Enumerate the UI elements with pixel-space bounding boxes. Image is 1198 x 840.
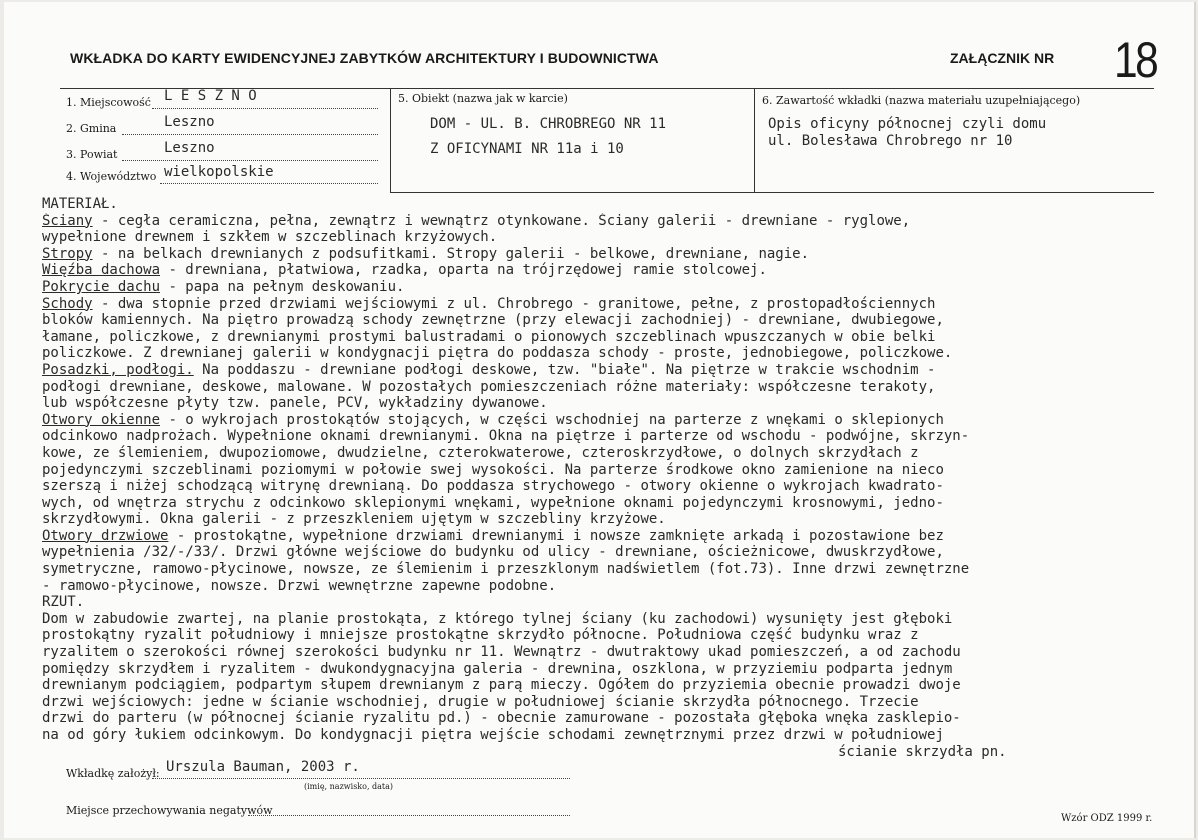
text-line: skrzydłowymi. Okna galerii - z przeszkleniem ujętym w szczebliny krzyżowe. [42, 511, 666, 528]
description-body [42, 196, 1168, 760]
box-divider-2 [754, 88, 755, 192]
text-line: prostokątny ryzalit południowy i mniejsze prostokątne skrzydło północne. Południowa część budynku wraz z [42, 627, 919, 644]
text-line: RZUT. [42, 594, 85, 611]
text-line [42, 528, 1168, 545]
field-powiat-label: 3. Powiat [66, 148, 118, 161]
section-label-wiezba: Więźba dachowa [42, 262, 161, 279]
field-zawartosc-label: 6. Zawartość wkładki (nazwa materiału uzupełniającego) [762, 94, 1081, 107]
text-line: wych, od wnętrza strychu z odcinkowo sklepionymi wnękami, wypełnione oknami pojedynczymi krosnowymi, jedno- [42, 494, 944, 511]
field-miejscowosc-dots [152, 108, 378, 109]
text-line [42, 296, 1168, 313]
box-bottom-rule [390, 192, 1154, 193]
section-label-okienne: Otwory okienne [42, 411, 161, 428]
field-gmina-dots [122, 134, 378, 135]
field-powiat-value: Leszno [164, 140, 215, 156]
text-line [42, 246, 1168, 263]
field-zawartosc-line2: ul. Bolesława Chrobrego nr 10 [768, 133, 1013, 149]
prepared-by-dots [152, 778, 570, 779]
text-line: drewnianym podciągiem, podpartym słupem drewnianym z parą mieczy. Ogółem do przyziemia obecnie prowadzi dwoje [42, 677, 961, 694]
text-line [42, 412, 1168, 429]
text-line: pojedynczymi szczeblinami poziomymi w połowie swej wysokości. Na parterze środkowe okno zamienione na nieco [42, 461, 944, 478]
field-wojewodztwo-dots [160, 183, 378, 184]
text-line [42, 196, 1168, 213]
prepared-by-label: Wkładkę założył: [66, 767, 160, 780]
text-line: - ramowo-płycinowe, nowsze. Drzwi wewnętrzne zapewne podobne. [42, 577, 557, 594]
text-line: pomiędzy skrzydłem i ryzalitem - dwukondygnacyjna galeria - drewnina, oszklona, w przyziemiu podparta jednym [42, 660, 953, 677]
text-line: wypełnione drewnem i szkłem w szczeblinach krzyżowych. [42, 229, 498, 246]
text-segment: - prostokątne, wypełnione drzwiami drewnianymi i nowsze zamknięte arkadą i pozostawione bez [168, 527, 944, 544]
text-segment: - dwa stopnie przed drzwiami wejściowymi z ul. Chrobrego - granitowe, pełne, z prostopadłościennych [92, 295, 936, 312]
document-title: WKŁADKA DO KARTY EWIDENCYJNEJ ZABYTKÓW ARCHITEKTURY I BUDOWNICTWA [70, 50, 659, 66]
text-line: policzkowe. Z drewnianej galerii w kondygnacji piętra do poddasza schody - proste, jednobiegowe, policzkowe. [42, 345, 953, 362]
text-line: szerszą i niżej schodzącą witrynę drewnianą. Do poddasza strychowego - otwory okienne o wykrojach kwadrato- [42, 478, 944, 495]
attachment-number: 18 [1114, 32, 1157, 88]
section-label-stropy: Stropy [42, 245, 93, 262]
box-divider-1 [390, 88, 391, 192]
form-version: Wzór ODZ 1999 r. [1061, 813, 1153, 824]
text-line: symetryczne, ramowo-płycinowe, nowsze, ze ślemienim i przeszklonym nadświetlem (fot.73). Inne drzwi zewnętrzne [42, 561, 970, 578]
field-gmina-label: 2. Gmina [66, 122, 117, 135]
text-line: odcinkowo nadprożach. Wypełnione oknami drewnianymi. Okna na piętrze i parterze od wschodu - podwójne, skrzyn- [42, 428, 970, 445]
field-wojewodztwo-label: 4. Województwo [66, 170, 157, 183]
negatives-location-label: Miejsce przechowywania negatywów [66, 804, 273, 817]
prepared-by-caption: (imię, nazwisko, data) [304, 782, 394, 791]
field-obiekt-label: 5. Obiekt (nazwa jak w karcie) [398, 92, 568, 105]
negatives-location-dots [248, 815, 570, 816]
text-line [42, 262, 1168, 279]
text-line [42, 279, 1168, 296]
text-line: wypełnienia /32/-/33/. Drzwi główne wejściowe do budynku od ulicy - drewniane, ościeżnicowe, dwuskrzydłowe, [42, 544, 944, 561]
text-segment: - na belkach drewnianych z podsufitkami. Stropy galerii - belkowe, drewniane, nagie. [92, 245, 810, 262]
text-line: podłogi drewniane, deskowe, malowane. W pozostałych pomieszczeniach różne materiały: współczesne terakoty, [42, 378, 936, 395]
text-line: na od góry łukiem odcinkowym. Do kondygnacji piętra wejście schodami zewnętrznymi przez drzwi w południowej [42, 727, 944, 743]
text-segment: - o wykrojach prostokątów stojących, w części wschodniej na parterze z wnękami o sklepionych [160, 411, 944, 428]
text-segment: ścianie skrzydła pn. [838, 743, 1007, 760]
text-line: drzwi wejściowych: jedne w ścianie wschodniej, drugie w południowej ścianie skrzydła północnego. Trzecie [42, 693, 919, 710]
attachment-label: ZAŁĄCZNIK NR [950, 50, 1055, 66]
section-label-pokrycie: Pokrycie dachu [42, 278, 161, 295]
field-wojewodztwo-value: wielkopolskie [164, 164, 274, 180]
text-segment: - cegła ceramiczna, pełna, zewnątrz i wewnątrz otynkowane. Ściany galerii - drewniane - ryglowe, [92, 212, 911, 229]
field-miejscowosc-value: L E S Z N O [164, 88, 257, 104]
section-label-schody: Schody [42, 295, 93, 312]
text-line: ryzalitem o szerokości równej szerokości budynku nr 11. Wewnątrz - dwutraktowy ukad pomieszczeń, a od zachodu [42, 644, 961, 661]
text-line: łamane, policzkowe, z drewnianymi prostymi balustradami o pionowych szczeblinach wpuszczanych w obie belki [42, 328, 936, 345]
text-line: kowe, ze ślemieniem, dwupoziomowe, dwudzielne, czterokwaterowe, czteroskrzydłowe, o dolnych skrzydłach z [42, 444, 919, 461]
text-line [42, 213, 1168, 230]
field-obiekt-line2: Z OFICYNAMI NR 11a i 10 [430, 141, 624, 157]
field-obiekt-line1: DOM - UL. B. CHROBREGO NR 11 [430, 116, 667, 132]
text-line: Dom w zabudowie zwartej, na planie prostokąta, z którego tylnej ściany (ku zachodowi) wysunięty jest głęboki [42, 610, 953, 627]
text-segment: - papa na pełnym deskowaniu. [160, 278, 405, 295]
text-line [42, 744, 1168, 761]
text-line [42, 362, 1168, 379]
document-page [4, 2, 1196, 838]
section-label-drzwiowe: Otwory drzwiowe [42, 527, 169, 544]
field-zawartosc-line1: Opis oficyny północnej czyli domu [768, 116, 1047, 132]
material-heading: MATERIAŁ. [42, 196, 118, 212]
text-segment: Na poddaszu - drewniane podłogi deskowe, tzw. "białe". Na piętrze w trakcie wschodnim - [193, 361, 936, 378]
prepared-by-value: Urszula Bauman, 2003 r. [166, 759, 360, 775]
field-gmina-value: Leszno [164, 114, 215, 130]
text-line: bloków kamiennych. Na piętro prowadzą schody zewnętrzne (przy elewacji zachodniej) - drewniane, dwubiegowe, [42, 312, 944, 329]
text-segment: - drewniana, płatwiowa, rzadka, oparta na trójrzędowej ramie stolcowej. [160, 262, 767, 279]
text-line: drzwi do parteru (w północnej ścianie ryzalitu pd.) - obecnie zamurowane - pozostała głęboka wnęka zasklepio- [42, 710, 961, 727]
section-label-sciany: Ściany [42, 212, 93, 229]
field-miejscowosc-label: 1. Miejscowość [66, 96, 151, 109]
text-line: lub współczesne płyty tzw. panele, PCV, wykładziny dywanowe. [42, 395, 548, 412]
section-label-posadzki: Posadzki, podłogi. [42, 361, 194, 378]
field-powiat-dots [122, 160, 378, 161]
